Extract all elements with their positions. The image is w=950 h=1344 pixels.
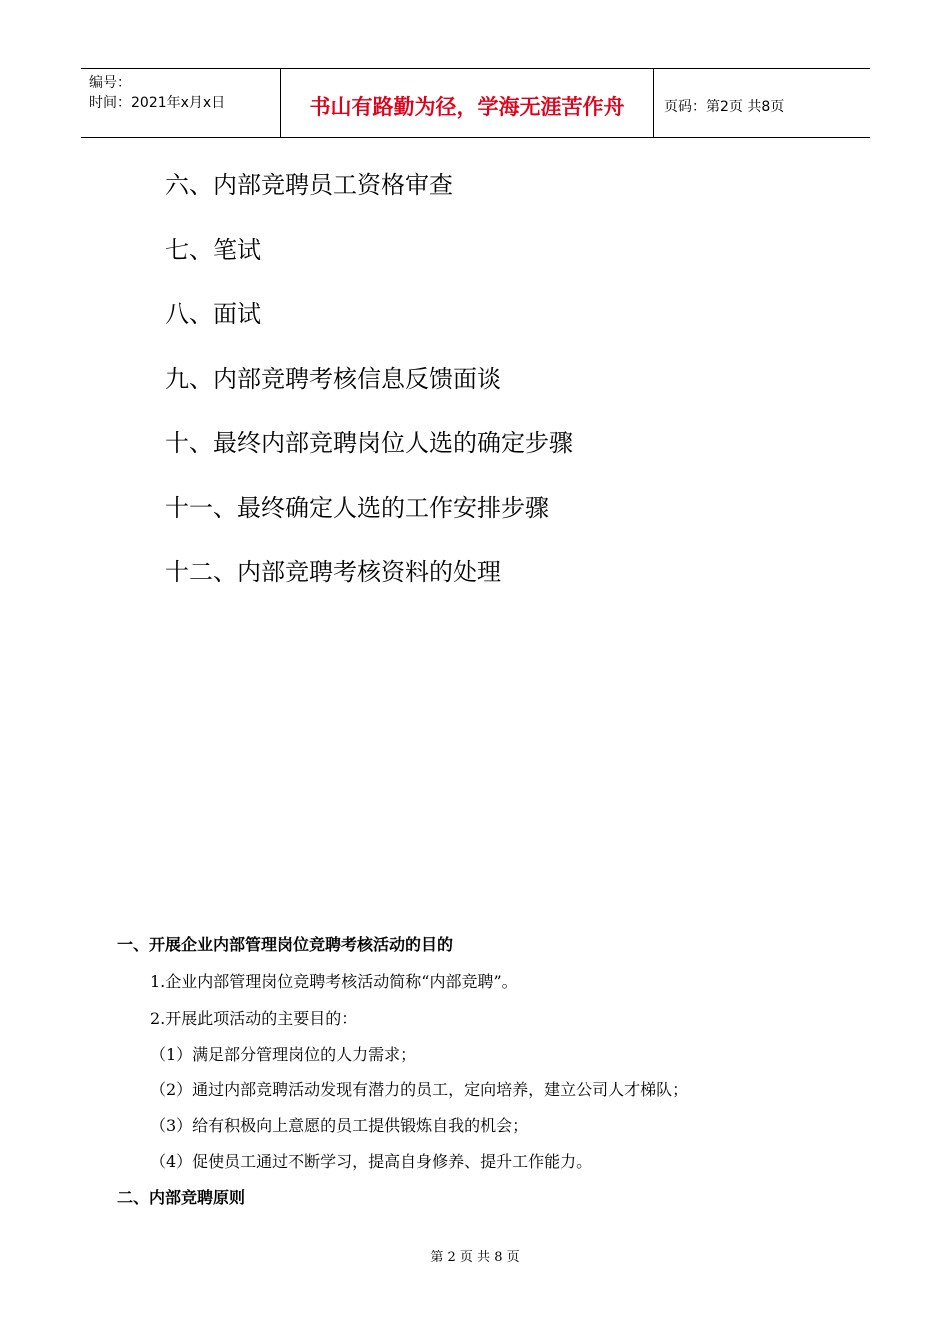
section-heading: 一、开展企业内部管理岗位竞聘考核活动的目的 — [117, 935, 454, 954]
toc-item: 十二、内部竞聘考核资料的处理 — [165, 558, 501, 586]
page-footer: 第 2 页 共 8 页 — [430, 1250, 520, 1265]
toc-item: 八、面试 — [165, 300, 261, 328]
paragraph: 2.开展此项活动的主要目的： — [150, 1009, 358, 1028]
code-label: 编号： — [89, 75, 131, 91]
paragraph: 1.企业内部管理岗位竞聘考核活动简称“内部竞聘”。 — [150, 972, 518, 991]
page-header — [81, 68, 870, 138]
list-item: （1）满足部分管理岗位的人力需求； — [150, 1045, 417, 1064]
toc-item: 十、最终内部竞聘岗位人选的确定步骤 — [165, 429, 573, 457]
header-page-info: 页码：第2页 共8页 — [664, 99, 785, 115]
header-motto: 书山有路勤为径，学海无涯苦作舟 — [281, 69, 654, 137]
section-heading: 二、内部竞聘原则 — [117, 1188, 246, 1207]
list-item: （4）促使员工通过不断学习，提高自身修养、提升工作能力。 — [150, 1152, 593, 1171]
table-of-contents — [165, 164, 573, 616]
list-item: （2）通过内部竞聘活动发现有潜力的员工，定向培养，建立公司人才梯队； — [150, 1080, 689, 1099]
toc-item: 七、笔试 — [165, 235, 261, 264]
toc-item: 六、内部竞聘员工资格审查 — [165, 171, 453, 199]
header-left-cell — [81, 69, 281, 137]
time-label: 时间：2021年x月x日 — [89, 95, 226, 111]
list-item: （3）给有积极向上意愿的员工提供锻炼自我的机会； — [150, 1116, 529, 1135]
toc-item: 九、内部竞聘考核信息反馈面谈 — [165, 364, 501, 393]
toc-item: 十一、最终确定人选的工作安排步骤 — [165, 493, 549, 522]
